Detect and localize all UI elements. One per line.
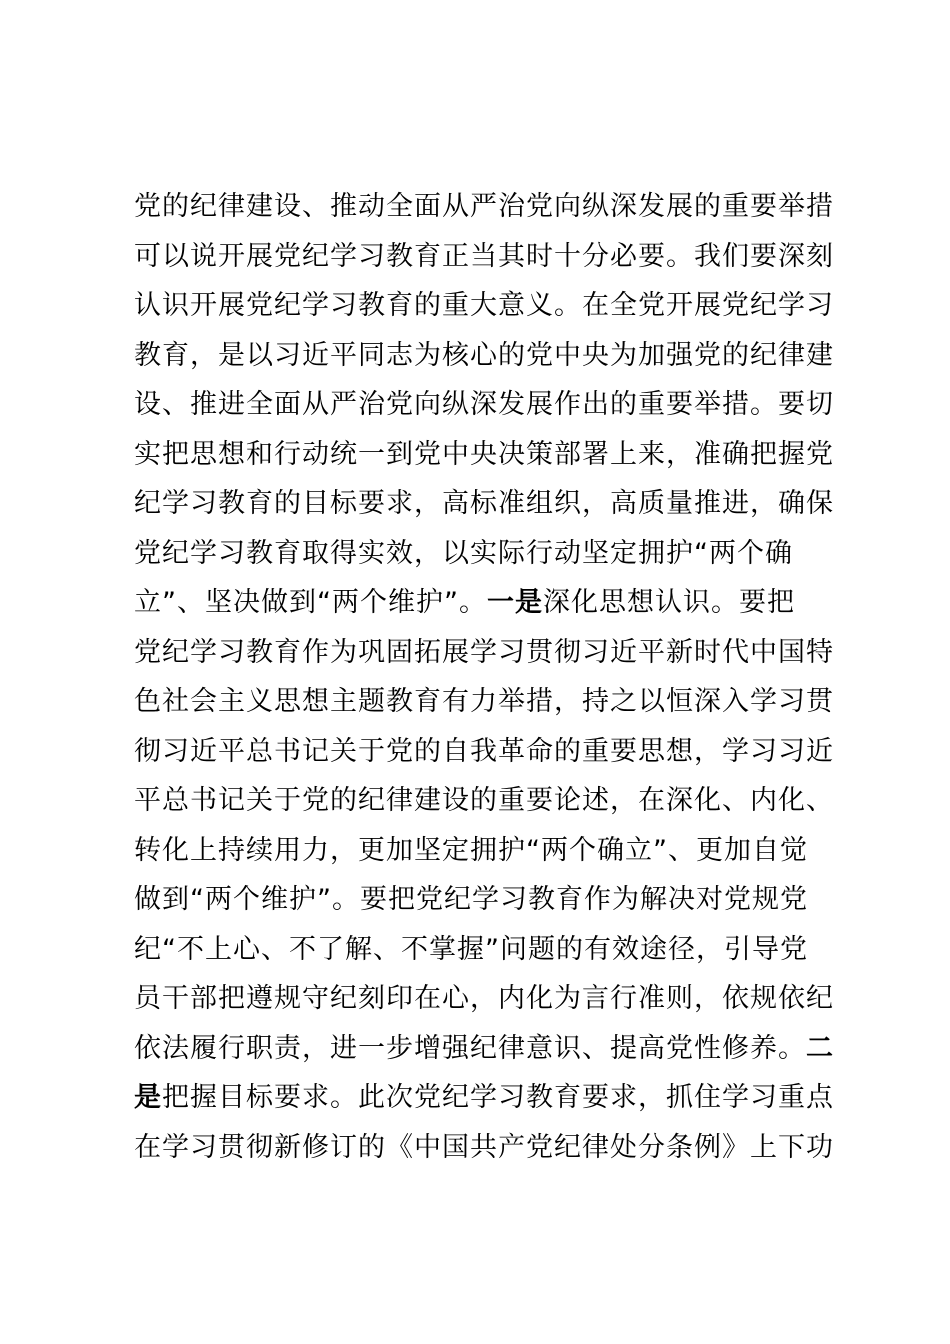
text-line (134, 826, 834, 876)
line-text: 可以说开展党纪学习教育正当其时十分必要。我们要深刻 (134, 240, 834, 272)
point-marker-two: 是 (134, 1082, 162, 1113)
line-text: 依法履行职责，进一步增强纪律意识、提高党性修养。 (134, 1032, 806, 1064)
text-line (134, 677, 834, 727)
line-text: 认识开展党纪学习教育的重大意义。在全党开展党纪学习 (134, 290, 834, 321)
text-line (134, 925, 834, 975)
text-line (134, 182, 834, 232)
line-text: 色社会主义思想主题教育有力举措，持之以恒深入学习贯 (134, 686, 834, 717)
line-text: 党的纪律建设、推动全面从严治党向纵深发展的重要举措 (134, 191, 834, 222)
line-text: 立”、坚决做到“两个维护”。 (134, 587, 487, 618)
line-text: 转化上持续用力，更加坚定拥护“两个确立”、更加自觉 (134, 834, 808, 866)
line-text: 纪学习教育的目标要求，高标准组织，高质量推进，确保 (134, 488, 834, 519)
line-text: 教育，是以习近平同志为核心的党中央为加强党的纪律建 (134, 339, 834, 371)
line-text: 在学习贯彻新修订的《中国共产党纪律处分条例》上下功 (134, 1131, 834, 1163)
text-line (134, 727, 834, 777)
text-line (134, 479, 834, 529)
text-line (134, 430, 834, 480)
text-line (134, 1123, 834, 1173)
text-line (134, 281, 834, 331)
text-line (134, 578, 834, 628)
line-text: 员干部把遵规守纪刻印在心，内化为言行准则，依规依纪 (134, 983, 834, 1014)
text-line (134, 1073, 834, 1123)
line-text: 设、推进全面从严治党向纵深发展作出的重要举措。要切 (134, 389, 834, 420)
point-marker-one: 一是 (486, 587, 543, 618)
line-text: 彻习近平总书记关于党的自我革命的重要思想，学习习近 (134, 735, 834, 767)
line-text: 做到“两个维护”。要把党纪学习教育作为解决对党规党 (134, 884, 808, 915)
text-line (134, 628, 834, 678)
text-line (134, 974, 834, 1024)
text-line (134, 776, 834, 826)
line-text: 平总书记关于党的纪律建设的重要论述，在深化、内化、 (134, 785, 834, 816)
text-line (134, 529, 834, 579)
line-text: 党纪学习教育取得实效，以实际行动坚定拥护“两个确 (134, 537, 793, 569)
point-marker-two: 二 (806, 1032, 834, 1064)
text-line (134, 232, 834, 282)
text-line (134, 380, 834, 430)
line-text: 深化思想认识。要把 (542, 587, 795, 618)
line-text: 把握目标要求。此次党纪学习教育要求，抓住学习重点 (162, 1082, 834, 1113)
line-text: 纪“不上心、不了解、不掌握”问题的有效途径，引导党 (134, 933, 808, 965)
text-line (134, 875, 834, 925)
line-text: 党纪学习教育作为巩固拓展学习贯彻习近平新时代中国特 (134, 636, 834, 668)
line-text: 实把思想和行动统一到党中央决策部署上来，准确把握党 (134, 438, 834, 470)
body-text (134, 182, 834, 1172)
text-line (134, 331, 834, 381)
text-line (134, 1024, 834, 1074)
